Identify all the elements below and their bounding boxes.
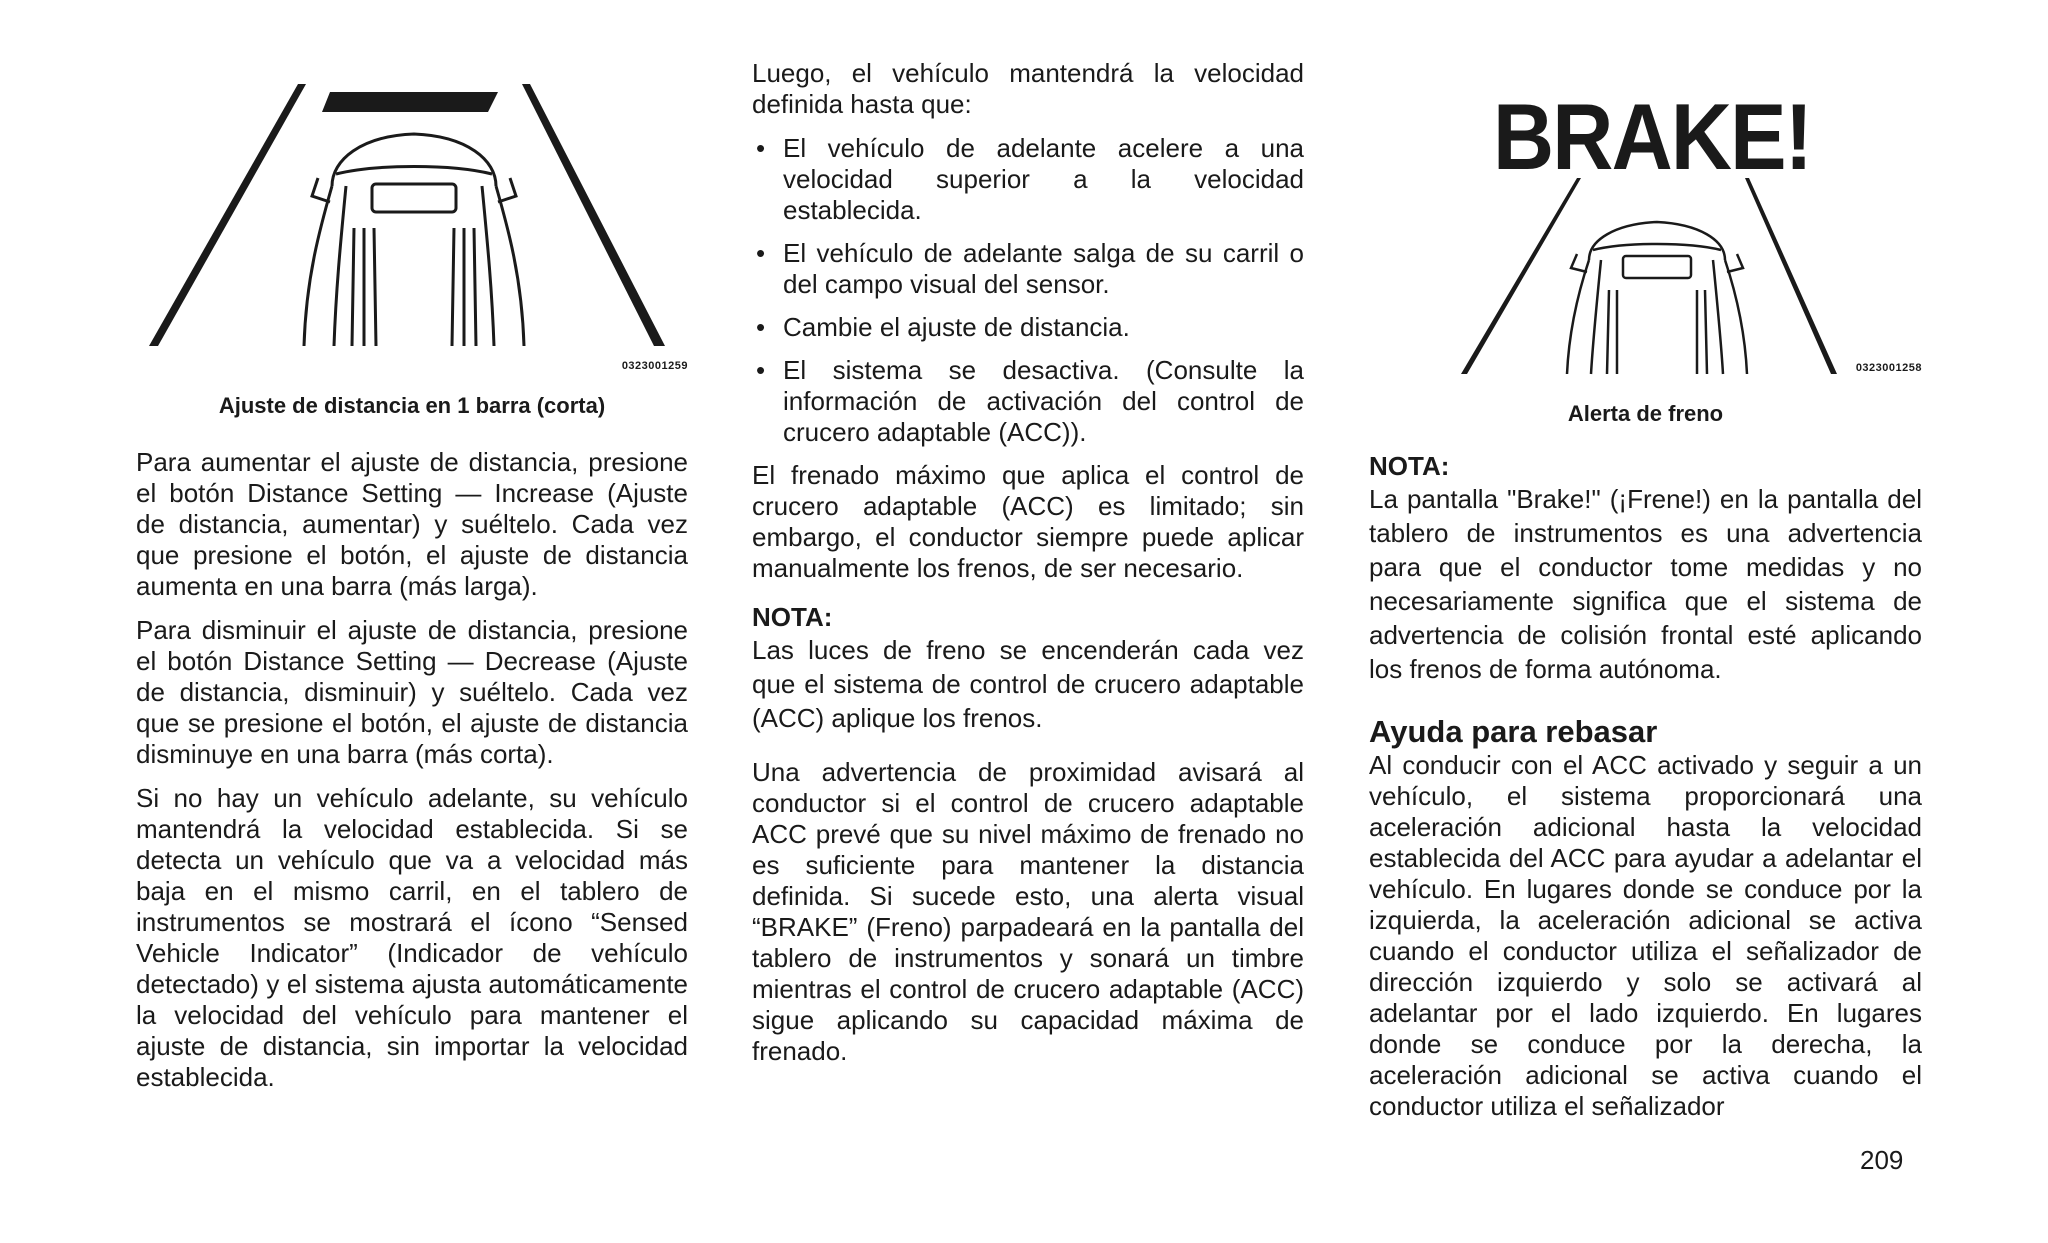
brake-alert-text: BRAKE!: [1493, 84, 1812, 189]
car-distance-illustration: [136, 78, 688, 348]
distance-setting-figure: [136, 78, 688, 378]
paragraph-decrease-distance: Para disminuir el ajuste de distancia, presione el botón Distance Setting — Decrease (Ajuste de distancia, disminuir) y suéltelo. Cada vez que se presione el botón, el ajuste de distancia disminuye en una barra (más corta).: [136, 615, 688, 769]
paragraph-no-vehicle-ahead: Si no hay un vehículo adelante, su vehículo mantendrá la velocidad establecida. Si se detecta un vehículo que va a velocidad más baja en el mismo carril, en el tablero de instrumentos se mostrará el ícono “Sensed Vehicle Indicator” (Indicador de vehículo detectado) y el sistema ajusta automáticamente la velocidad del vehículo para mantener el ajuste de distancia, sin importar la velocidad establecida.: [136, 783, 688, 1092]
paragraph-max-braking: El frenado máximo que aplica el control de crucero adaptable (ACC) es limitado; sin embargo, el conductor siempre puede aplicar manualmente los frenos, de ser necesario.: [752, 460, 1304, 583]
note-label: NOTA:: [1369, 451, 1450, 481]
paragraph-proximity-warning: Una advertencia de proximidad avisará al conductor si el control de crucero adaptable ACC prevé que su nivel máximo de frenado no es suficiente para mantener la distancia definida. Si sucede esto, una alerta visual “BRAKE” (Freno) parpadeará en la pantalla del tablero de instrumentos y sonará un timbre mientras el control de crucero adaptable (ACC) sigue aplicando su capacidad máxima de frenado.: [752, 757, 1304, 1066]
list-item: • El vehículo de adelante acelere a una velocidad superior a la velocidad establecida.: [752, 133, 1304, 226]
conditions-list: [752, 133, 1304, 448]
page-number: 209: [1860, 1145, 1904, 1175]
figure-caption: Alerta de freno: [1567, 401, 1724, 426]
section-heading: Ayuda para rebasar: [1369, 714, 1658, 749]
col1-body: [136, 447, 688, 1093]
column-left: [136, 0, 688, 1106]
note-text: Las luces de freno se encenderán cada vez que el sistema de control de crucero adaptable (ACC) aplique los frenos.: [752, 635, 1304, 733]
paragraph-passing-assist: Al conducir con el ACC activado y seguir a un vehículo, el sistema proporcionará una aceleración adicional hasta la velocidad establecida del ACC para ayudar a adelantar el vehículo. En lugares donde se conduce por la izquierda, la aceleración adicional se activa cuando el conductor utiliza el señalizador de dirección izquierdo y solo se activará al adelantar por el lado izquierdo. En lugares donde se conduce por la derecha, la aceleración adicional se activa cuando el conductor utiliza el señalizador: [1369, 750, 1922, 1121]
list-item: • El sistema se desactiva. (Consulte la información de activación del control de crucero adaptable (ACC)).: [752, 355, 1304, 448]
note-label: NOTA:: [752, 602, 833, 632]
note-text: La pantalla "Brake!" (¡Frene!) en la pantalla del tablero de instrumentos es una advertencia para que el conductor tome medidas y no necesariamente significa que el sistema de advertencia de colisión frontal esté aplicando los frenos de forma autónoma.: [1369, 484, 1922, 684]
column-middle: [752, 58, 1304, 1080]
brake-alert-figure: [1369, 84, 1922, 410]
figure-caption: Ajuste de distancia en 1 barra (corta): [218, 393, 606, 418]
car-brake-illustration: [1369, 84, 1922, 390]
column-right: [1369, 0, 1922, 1135]
paragraph-intro: Luego, el vehículo mantendrá la velocidad definida hasta que:: [752, 58, 1304, 119]
figure-code: 0323001259: [621, 360, 688, 372]
list-item: • El vehículo de adelante salga de su carril o del campo visual del sensor.: [752, 238, 1304, 300]
figure-code: 0323001258: [1855, 362, 1922, 374]
paragraph-increase-distance: Para aumentar el ajuste de distancia, presione el botón Distance Setting — Increase (Ajuste de distancia, aumentar) y suéltelo. Cada vez que presione el botón, el ajuste de distancia aumenta en una barra (más larga).: [136, 447, 688, 601]
list-item: • Cambie el ajuste de distancia.: [752, 312, 1304, 343]
